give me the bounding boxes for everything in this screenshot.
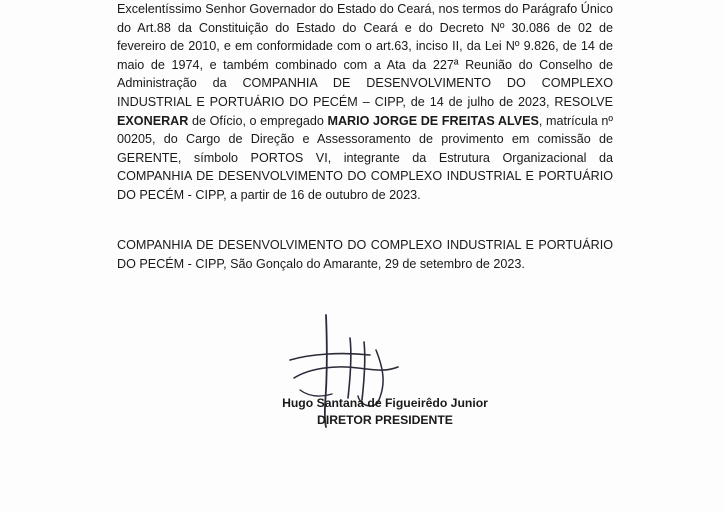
place-date-paragraph: COMPANHIA DE DESENVOLVIMENTO DO COMPLEXO INDUSTRIAL E PORTUÁRIO DO PECÉM - CIPP, São Gonçalo do Amarante, 29 de setembro de 2023.	[117, 238, 613, 271]
resolution-text-part2: de Ofício, o empregado	[188, 113, 328, 128]
employee-name: MARIO JORGE DE FREITAS ALVES	[327, 113, 539, 128]
resolution-action: EXONERAR	[117, 113, 189, 128]
signature-block	[240, 395, 530, 429]
resolution-paragraph	[117, 0, 613, 205]
resolution-text-part3: , matrícula nº 00205, do Cargo de Direção e Assessoramento de provimento em comissão de GERENTE, símbolo PORTOS VI, integrante da Estrutura Organizacional da COMPANHIA DE DESENVOLVIMENTO DO COMPLEXO INDUSTRIAL E PORTUÁRIO DO PECÉM - CIPP, a partir de 16 de outubro de 2023.	[117, 113, 613, 202]
signatory-title: DIRETOR PRESIDENTE	[317, 413, 453, 427]
resolution-text-part1: Excelentíssimo Senhor Governador do Estado do Ceará, nos termos do Parágrafo Único do Art.88 da Constituição do Estado do Ceará e do Decreto Nº 30.086 de 02 de fevereiro de 2010, e em conformidade com o art.63, inciso II, da Lei Nº 9.826, de 14 de maio de 1974, e também combinado com a Ata da 227ª Reunião do Conselho de Administração da COMPANHIA DE DESENVOLVIMENTO DO COMPLEXO INDUSTRIAL E PORTUÁRIO DO PECÉM – CIPP, de 14 de julho de 2023, RESOLVE	[117, 2, 613, 109]
signatory-name: Hugo Santana de Figueirêdo Junior	[282, 396, 488, 410]
